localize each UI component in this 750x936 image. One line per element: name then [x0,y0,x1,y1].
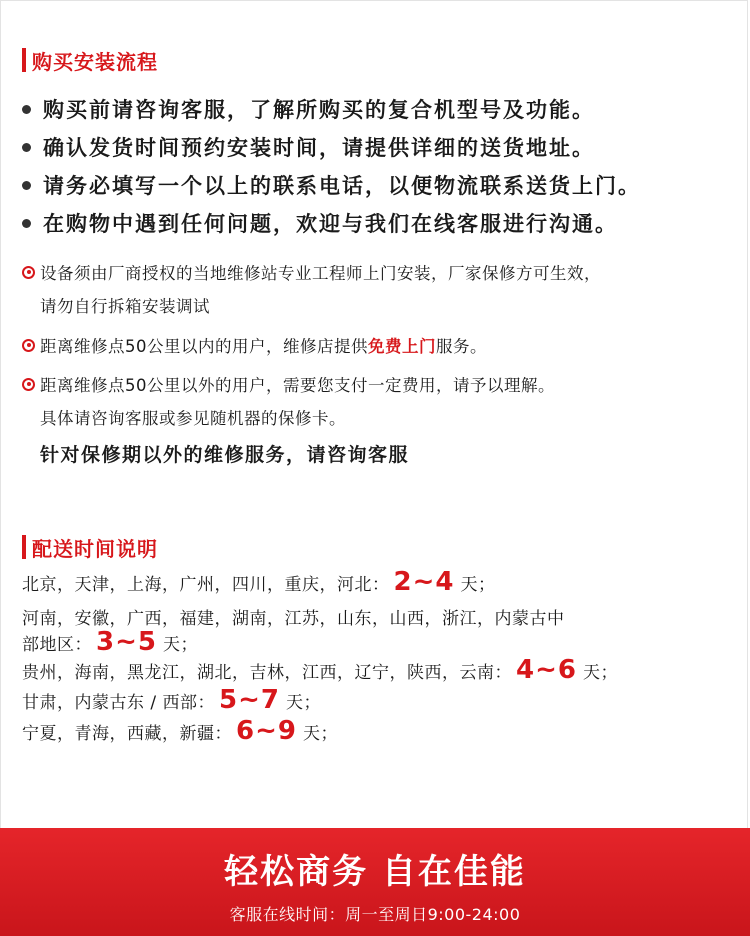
list-item [22,166,641,204]
region-list: 北京，天津，上海，广州，四川，重庆，河北： [22,575,390,595]
bullet-text: 在购物中遇到任何问题，欢迎与我们在线客服进行沟通。 [43,212,618,236]
warranty-emphasis: 针对保修期以外的维修服务，请咨询客服 [40,444,410,466]
free-service-text: 距离维修点50公里以内的用户，维修店提供 [40,337,368,356]
days-unit: 天； [460,575,496,595]
delivery-row [22,655,618,685]
bullet-text: 请务必填写一个以上的联系电话，以便物流联系送货上门。 [43,174,641,198]
days-unit: 天； [286,693,322,713]
delivery-row [22,685,321,715]
bullet-dot-icon [22,181,31,190]
list-item [22,90,641,128]
days-unit: 天； [582,663,618,683]
free-service-suffix: 服务。 [436,337,487,356]
target-circle-icon [22,339,35,352]
footer-banner [0,828,750,936]
bullet-dot-icon [22,105,31,114]
region-list: 宁夏，青海，西藏，新疆： [22,724,232,744]
list-item [22,128,641,166]
free-service-note [22,333,487,357]
region-list: 河南，安徽，广西，福建，湖南，江苏，山东，山西，浙江，内蒙古中 [22,609,565,629]
purchase-bullet-list [22,90,641,242]
install-note [22,260,601,284]
delivery-days: 5~7 [219,685,281,715]
bullet-text: 购买前请咨询客服，了解所购买的复合机型号及功能。 [43,98,595,122]
title-accent-bar [22,48,26,72]
target-circle-icon [22,378,35,391]
bullet-dot-icon [22,219,31,228]
region-list: 部地区： [22,635,92,655]
bullet-text: 确认发货时间预约安装时间，请提供详细的送货地址。 [43,136,595,160]
title-accent-bar [22,535,26,559]
days-unit: 天； [162,635,198,655]
install-note-text: 设备须由厂商授权的当地维修站专业工程师上门安装，厂家保修方可生效， [40,264,601,283]
bullet-dot-icon [22,143,31,152]
delivery-row [22,567,495,597]
delivery-section-title [22,533,158,561]
free-visit-highlight: 免费上门 [368,337,436,356]
region-list: 甘肃，内蒙古东 / 西部： [22,693,216,713]
footer-slogan: 轻松商务 自在佳能 [224,852,526,892]
delivery-days: 3~5 [96,627,157,657]
delivery-days: 4~6 [516,655,577,685]
purchase-title-text: 购买安装流程 [32,49,158,74]
delivery-title-text: 配送时间说明 [32,536,158,561]
paid-service-text: 距离维修点50公里以外的用户，需要您支付一定费用，请予以理解。 [40,376,555,395]
purchase-section-title [22,46,158,74]
delivery-days: 2~4 [393,567,455,597]
delivery-days: 6~9 [236,716,297,746]
days-unit: 天； [302,724,338,744]
paid-service-note [22,372,555,396]
list-item [22,204,641,242]
install-note-continued: 请勿自行拆箱安装调试 [40,297,210,316]
paid-service-note-continued: 具体请咨询客服或参见随机器的保修卡。 [40,409,346,428]
region-list: 贵州，海南，黑龙江，湖北，吉林，江西，辽宁，陕西，云南： [22,663,512,683]
delivery-row [22,627,198,657]
delivery-row [22,604,565,629]
target-circle-icon [22,266,35,279]
delivery-row [22,716,338,746]
service-hours: 客服在线时间：周一至周日9:00-24:00 [229,905,521,924]
